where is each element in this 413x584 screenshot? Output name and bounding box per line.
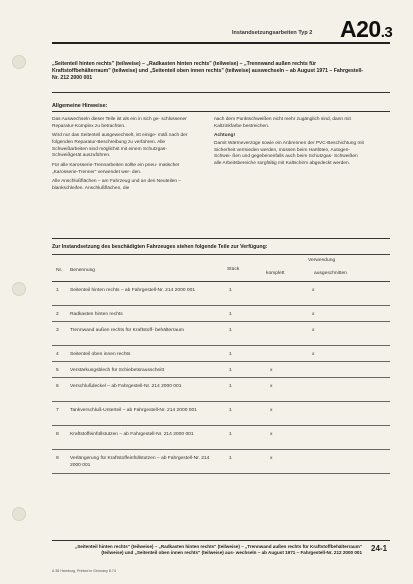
header-benennung: Benennung [70, 268, 96, 273]
row-benennung: Verstärkungsblech für Schiebetürausschnitt [70, 368, 165, 373]
table-row [52, 378, 390, 402]
table-title: Zur Instandsetzung des beschädigten Fahrzeuges stehen folgende Teile zur Verfügung: [52, 244, 268, 250]
table-row [52, 282, 390, 306]
row-benennung: Verschlußdeckel – ab Fahrgestell-Nr. 214 2000 001 [70, 384, 182, 389]
footer-text: „Seitenteil hinten rechts" (teilweise) – „Radkasten hinten rechts" (teilweise) – „Trennwand außen rechts für Kraftstoffbehälterraum" (teilweise) und „Seitenteil oben innen rechts" (teilweise) aus- wechseln – ab August 1971 – Fahrgestell-Nr. 212 2000 001 [74, 544, 362, 555]
parts-table [52, 254, 390, 474]
divider [52, 238, 390, 239]
row-stueck: 1 [229, 456, 232, 461]
divider [52, 111, 390, 112]
table-row [52, 426, 390, 450]
row-benennung: Seitenteil oben innen rechts [70, 352, 131, 357]
row-nr: 4 [56, 352, 59, 357]
page-number: 24-1 [371, 544, 388, 553]
row-stueck: 1 [229, 328, 232, 333]
row-stueck: 1 [229, 352, 232, 357]
header-stueck: Stück [227, 267, 240, 272]
hinweise-paragraph: Das Auswechseln dieser Teile ist als ein in sich ge- schlossener Reparatur-Komplex zu betrachten. [52, 117, 187, 129]
imprint: A 38 Hamburg, Printed in Germany 8.74 [52, 569, 116, 573]
row-stueck: 1 [229, 288, 232, 293]
header-verwendung: Verwendung [308, 258, 336, 263]
achtung-title: Achtung! [214, 133, 236, 139]
section-code-main: A20 [340, 16, 381, 42]
row-nr: 9 [56, 456, 59, 461]
hinweise-paragraph: nach dem Punktschweißen nicht mehr zugänglich sind, dann mit Kaltzinkfarbe bestreichen. [214, 117, 351, 129]
row-ausgeschnitten-mark: x [312, 288, 315, 293]
row-nr: 2 [56, 312, 59, 317]
table-row [52, 402, 390, 426]
divider [52, 92, 390, 93]
table-row [52, 346, 390, 362]
section-code-sub: .3 [380, 24, 393, 41]
punch-hole [12, 55, 26, 69]
hinweise-paragraph: Wird nur das Seitenteil ausgewechselt, ist einige- mäß nach der folgenden Reparatur-Beschreibung zu verfahren. Alle Schweißarbeiten sind möglichst mit einem Schutzgas-Schweißgerät auszuführen. [52, 133, 188, 159]
row-stueck: 1 [229, 312, 232, 317]
punch-hole [12, 507, 26, 521]
row-stueck: 1 [229, 384, 232, 389]
row-stueck: 1 [229, 368, 232, 373]
row-nr: 3 [56, 328, 59, 333]
row-ausgeschnitten-mark: x [312, 352, 315, 357]
section-code [340, 16, 392, 43]
row-komplett-mark: x [270, 456, 273, 461]
row-benennung: Radkasten hinten rechts [70, 312, 123, 317]
table-header [52, 254, 390, 282]
hinweise-title: Allgemeine Hinweise: [52, 103, 108, 109]
row-komplett-mark: x [270, 384, 273, 389]
row-stueck: 1 [229, 408, 232, 413]
header-nr: Nr. [56, 268, 63, 273]
row-benennung: Tankverschluß-Unterteil – ab Fahrgestell-Nr. 214 2000 001 [70, 408, 197, 413]
header-komplett: komplett [266, 271, 285, 276]
table-row [52, 362, 390, 378]
hinweise-paragraph: Alle Anschlußflächen – am Fahrzeug und an den Neuteilen – blankschleifen. Anschlußflächen, die [52, 179, 182, 191]
row-komplett-mark: x [270, 368, 273, 373]
header-title: Instandsetzungsarbeiten Typ 2 [232, 30, 313, 36]
row-benennung: Trennwand außen rechts für Kraftstoff- behälterraum [70, 328, 184, 333]
row-nr: 1 [56, 288, 59, 293]
row-nr: 5 [56, 368, 59, 373]
hinweise-right-column [214, 117, 364, 171]
row-nr: 6 [56, 384, 59, 389]
intro-text: „Seitenteil hinten rechts" (teilweise) – „Radkasten hinten rechts" (teilweise) – „Trennwand außen rechts für Kraftstoffbehälterraum" (teilweise) und „Seitenteil oben innen rechts" (teilweise) auswechseln – ab August 1971 – Fahrgestell-Nr. 212 2000 001 [52, 61, 364, 81]
row-komplett-mark: x [270, 408, 273, 413]
header-rule [52, 42, 390, 44]
table-row [52, 450, 390, 474]
row-benennung: Seitenteil hinten rechts – ab Fahrgestell-Nr. 214 2000 001 [70, 288, 196, 293]
table-row [52, 306, 390, 322]
footer-rule [52, 540, 390, 541]
punch-hole [12, 282, 26, 296]
row-benennung: Verlängerung für Kraftstoffeinfüllstutzen – ab Fahrgestell-Nr. 214 2000 001 [70, 456, 210, 468]
row-ausgeschnitten-mark: x [312, 328, 315, 333]
header-ausgeschnitten: ausgeschnitten [314, 271, 347, 276]
hinweise-left-column [52, 117, 192, 196]
row-nr: 8 [56, 432, 59, 437]
row-ausgeschnitten-mark: x [312, 312, 315, 317]
row-stueck: 1 [229, 432, 232, 437]
row-komplett-mark: x [270, 432, 273, 437]
row-nr: 7 [56, 408, 59, 413]
achtung-text: Damit Wärmeverzüge sowie ein Anbrennen der PVC-Beschichtung mit Sicherheit vermieden werden, müssen beim Hartlöten, Autogen-Schwei- ßen und gegebenenfalls auch beim Schutzgas- Schweißen alle Arbeitsbereiche sorgfältig mit Kaltschirm abgedeckt werden. [214, 140, 364, 166]
row-benennung: Kraftstoffeinfüllstutzen – ab Fahrgestell-Nr. 214 2000 001 [70, 432, 194, 437]
table-row [52, 322, 390, 346]
hinweise-paragraph: Für alle Karosserie-Trennarbeiten sollte ein pneu- matischer „Karosserie-Trenner" verwendet wer- den. [52, 162, 180, 175]
